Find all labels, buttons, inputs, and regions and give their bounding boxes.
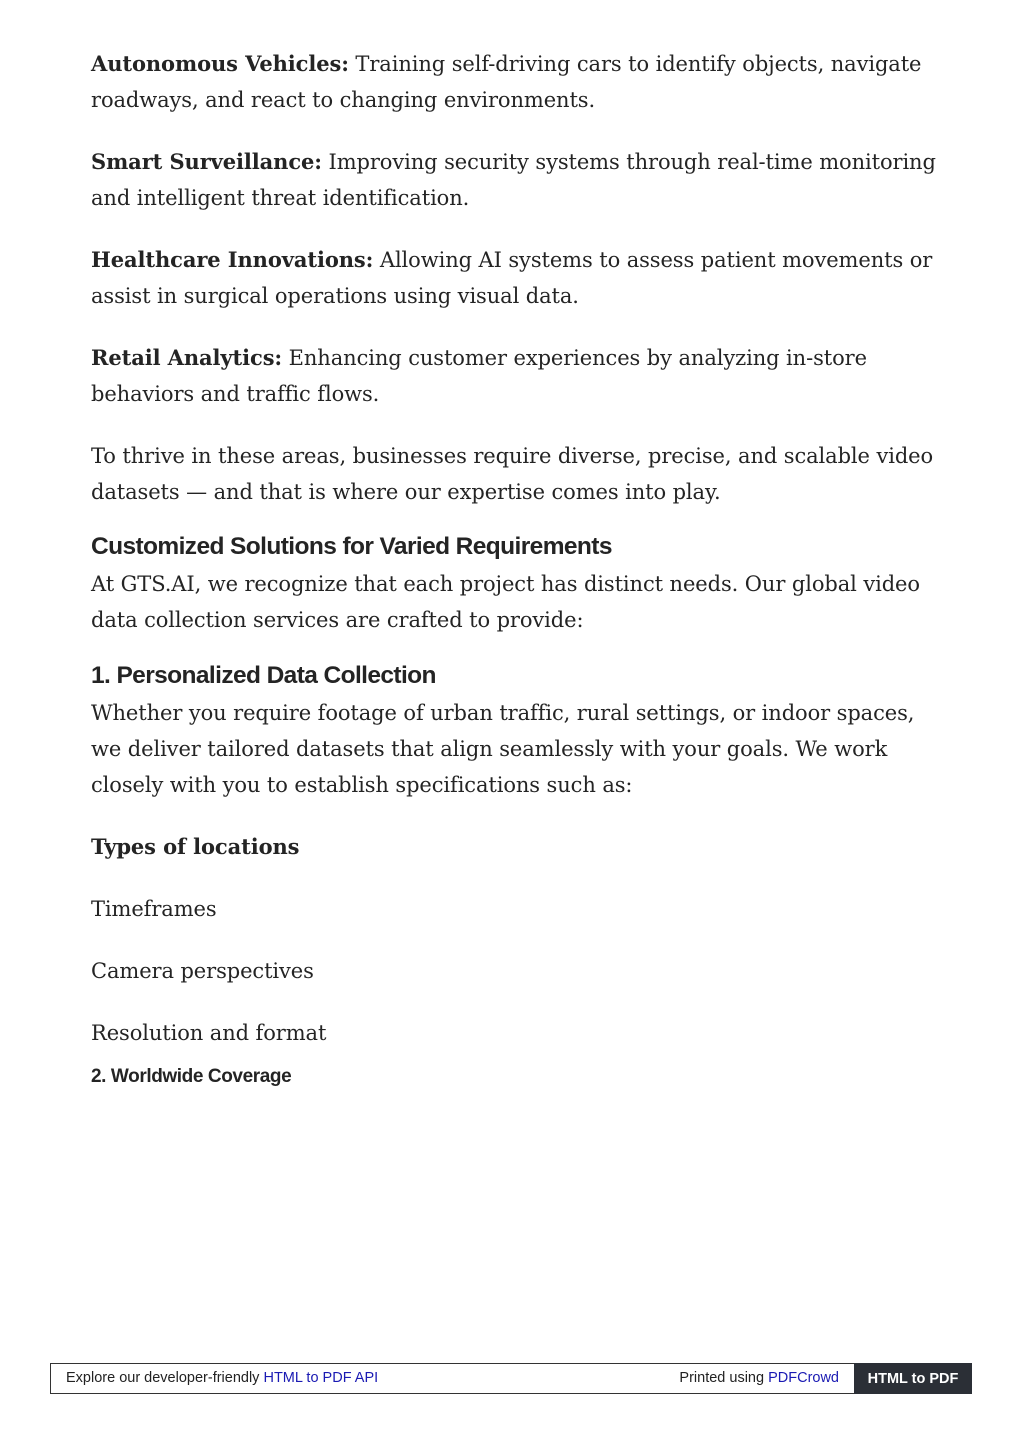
section-heading: Customized Solutions for Varied Requirements <box>91 533 612 560</box>
subsection-paragraph: Whether you require footage of urban traffic, rural settings, or indoor spaces, we deliver tailored datasets that align seamlessly with your goals. We work closely with you to establish specifications such as: <box>91 701 915 797</box>
section-paragraph: At GTS.AI, we recognize that each project has distinct needs. Our global video data collection services are crafted to provide: <box>91 572 920 632</box>
use-case-healthcare <box>91 242 941 314</box>
term-label: Smart Surveillance: <box>91 149 322 174</box>
subsection-heading-personalized: 1. Personalized Data Collection <box>91 662 436 689</box>
spec-item: Timeframes <box>91 897 217 921</box>
pdfcrowd-link[interactable]: PDFCrowd <box>768 1370 839 1386</box>
use-case-autonomous-vehicles <box>91 46 941 118</box>
spec-item <box>91 829 941 865</box>
spec-item: Camera perspectives <box>91 959 314 983</box>
term-description: Enhancing customer experiences by analyzing in-store behaviors and traffic flows. <box>91 346 867 406</box>
term-description: Improving security systems through real-time monitoring and intelligent threat identification. <box>91 150 936 210</box>
subsection-heading-worldwide: 2. Worldwide Coverage <box>91 1066 292 1087</box>
use-case-retail <box>91 340 941 412</box>
term-label: Healthcare Innovations: <box>91 247 374 272</box>
pdfcrowd-footer <box>50 1363 972 1394</box>
intro-paragraph: To thrive in these areas, businesses require diverse, precise, and scalable video datasets — and that is where our expertise comes into play. <box>91 444 934 504</box>
term-description: Training self-driving cars to identify objects, navigate roadways, and react to changing environments. <box>91 52 922 112</box>
html-to-pdf-badge[interactable]: HTML to PDF <box>854 1363 972 1394</box>
article-body <box>91 46 941 1089</box>
footer-left-text: Explore our developer-friendly <box>66 1370 264 1386</box>
html-to-pdf-api-link[interactable]: HTML to PDF API <box>263 1370 379 1386</box>
footer-left <box>66 1370 378 1386</box>
footer-right <box>679 1370 839 1386</box>
term-label: Autonomous Vehicles: <box>91 51 349 76</box>
footer-right-text: Printed using <box>679 1370 769 1386</box>
term-description: Allowing AI systems to assess patient movements or assist in surgical operations using visual data. <box>91 248 933 308</box>
spec-item-label: Types of locations <box>91 834 300 859</box>
use-case-smart-surveillance <box>91 144 941 216</box>
spec-item: Resolution and format <box>91 1021 327 1045</box>
term-label: Retail Analytics: <box>91 345 283 370</box>
